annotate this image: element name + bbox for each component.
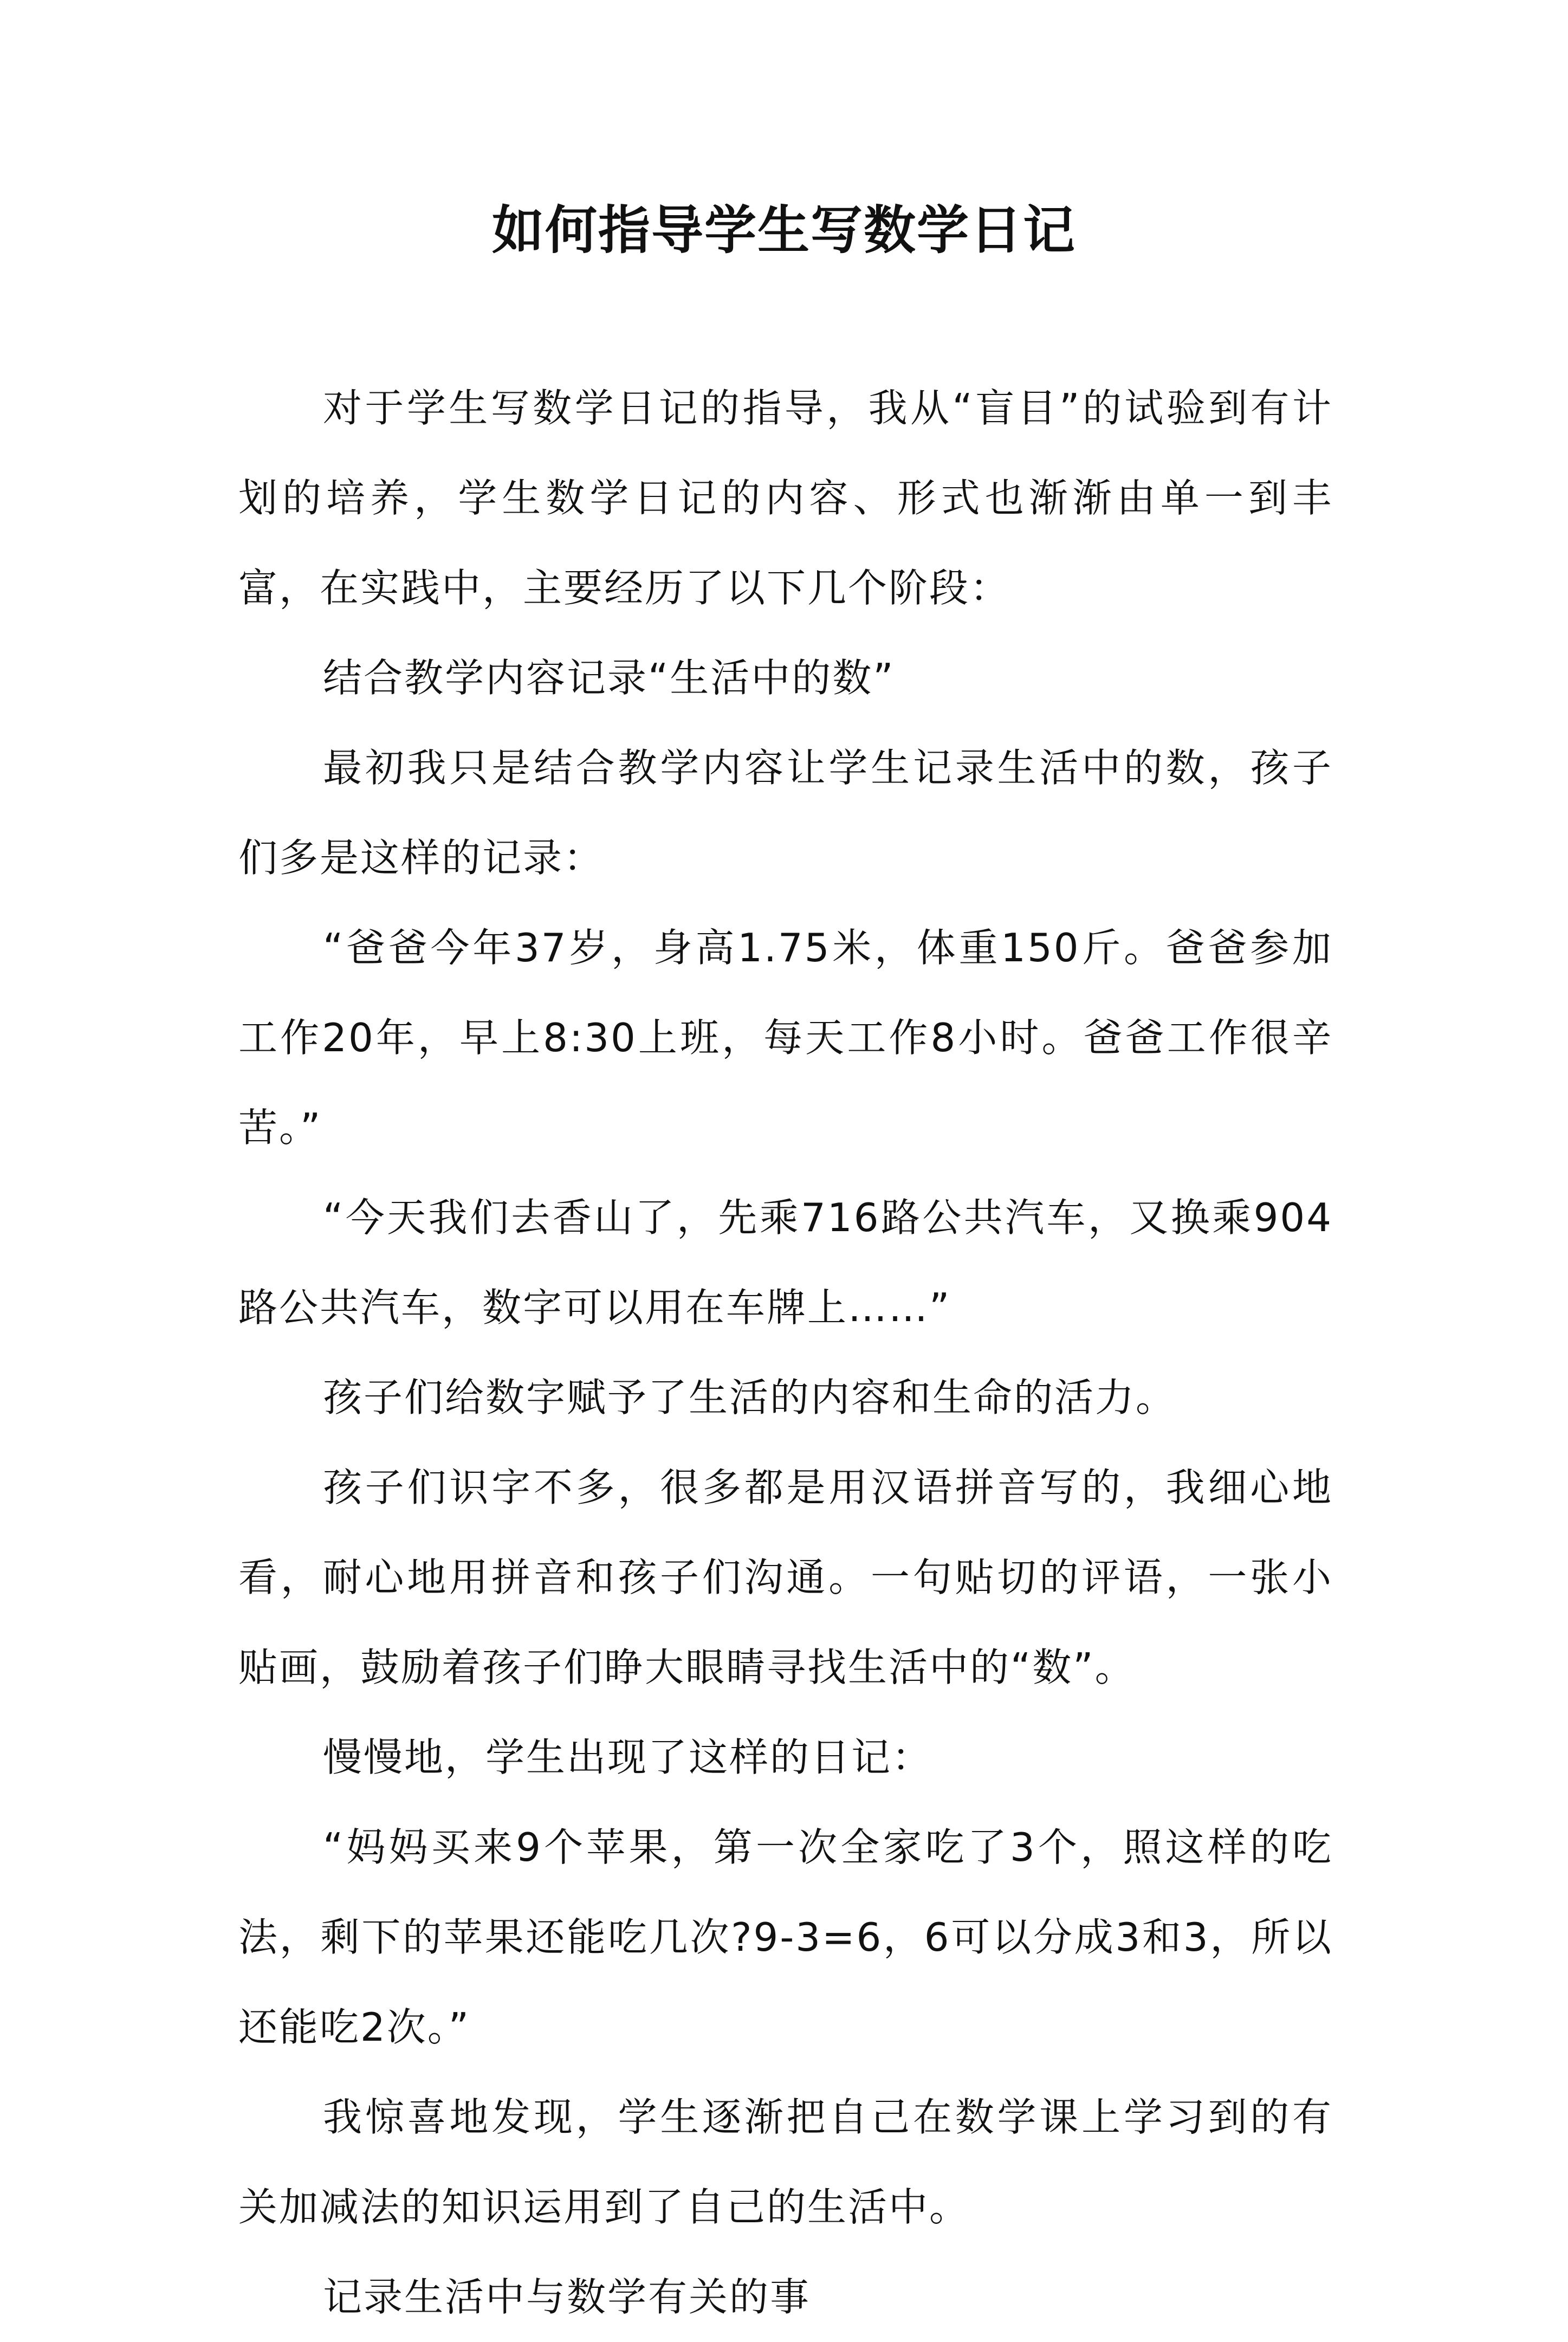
paragraph-intro: 对于学生写数学日记的指导，我从“盲目”的试验到有计划的培养，学生数学日记的内容、形式也渐渐由单一到丰富，在实践中，主要经历了以下几个阶段： (238, 385, 1333, 611)
quote-xiangshan-diary: “今天我们去香山了，先乘716路公共汽车，又换乘904路公共汽车，数字可以用在车牌上……” (238, 1195, 1333, 1330)
section-heading-numbers-in-life: 结合教学内容记录“生活中的数” (323, 655, 895, 701)
document-title: 如何指导学生写数学日记 (492, 199, 1076, 261)
paragraph-life-vitality: 孩子们给数字赋予了生活的内容和生命的活力。 (323, 1375, 1177, 1420)
paragraph-pinyin-communication: 孩子们识字不多，很多都是用汉语拼音写的，我细心地看，耐心地用拼音和孩子们沟通。一句贴切的评语，一张小贴画，鼓励着孩子们睁大眼睛寻找生活中的“数”。 (238, 1465, 1333, 1690)
quote-apple-diary: “妈妈买来9个苹果，第一次全家吃了3个，照这样的吃法，剩下的苹果还能吃几次?9-3=6，6可以分成3和3，所以还能吃2次。” (238, 1825, 1333, 2050)
paragraph-discovery: 我惊喜地发现，学生逐渐把自己在数学课上学习到的有关加减法的知识运用到了自己的生活中。 (238, 2094, 1333, 2230)
paragraph-gradually: 慢慢地，学生出现了这样的日记： (323, 1735, 933, 1780)
paragraph-initial-records: 最初我只是结合教学内容让学生记录生活中的数，孩子们多是这样的记录： (238, 745, 1333, 881)
quote-dad-diary: “爸爸今年37岁，身高1.75米，体重150斤。爸爸参加工作20年，早上8:30上班，每天工作8小时。爸爸工作很辛苦。” (238, 925, 1333, 1150)
section-heading-math-events: 记录生活中与数学有关的事 (323, 2274, 811, 2320)
document-body (238, 363, 1333, 2342)
